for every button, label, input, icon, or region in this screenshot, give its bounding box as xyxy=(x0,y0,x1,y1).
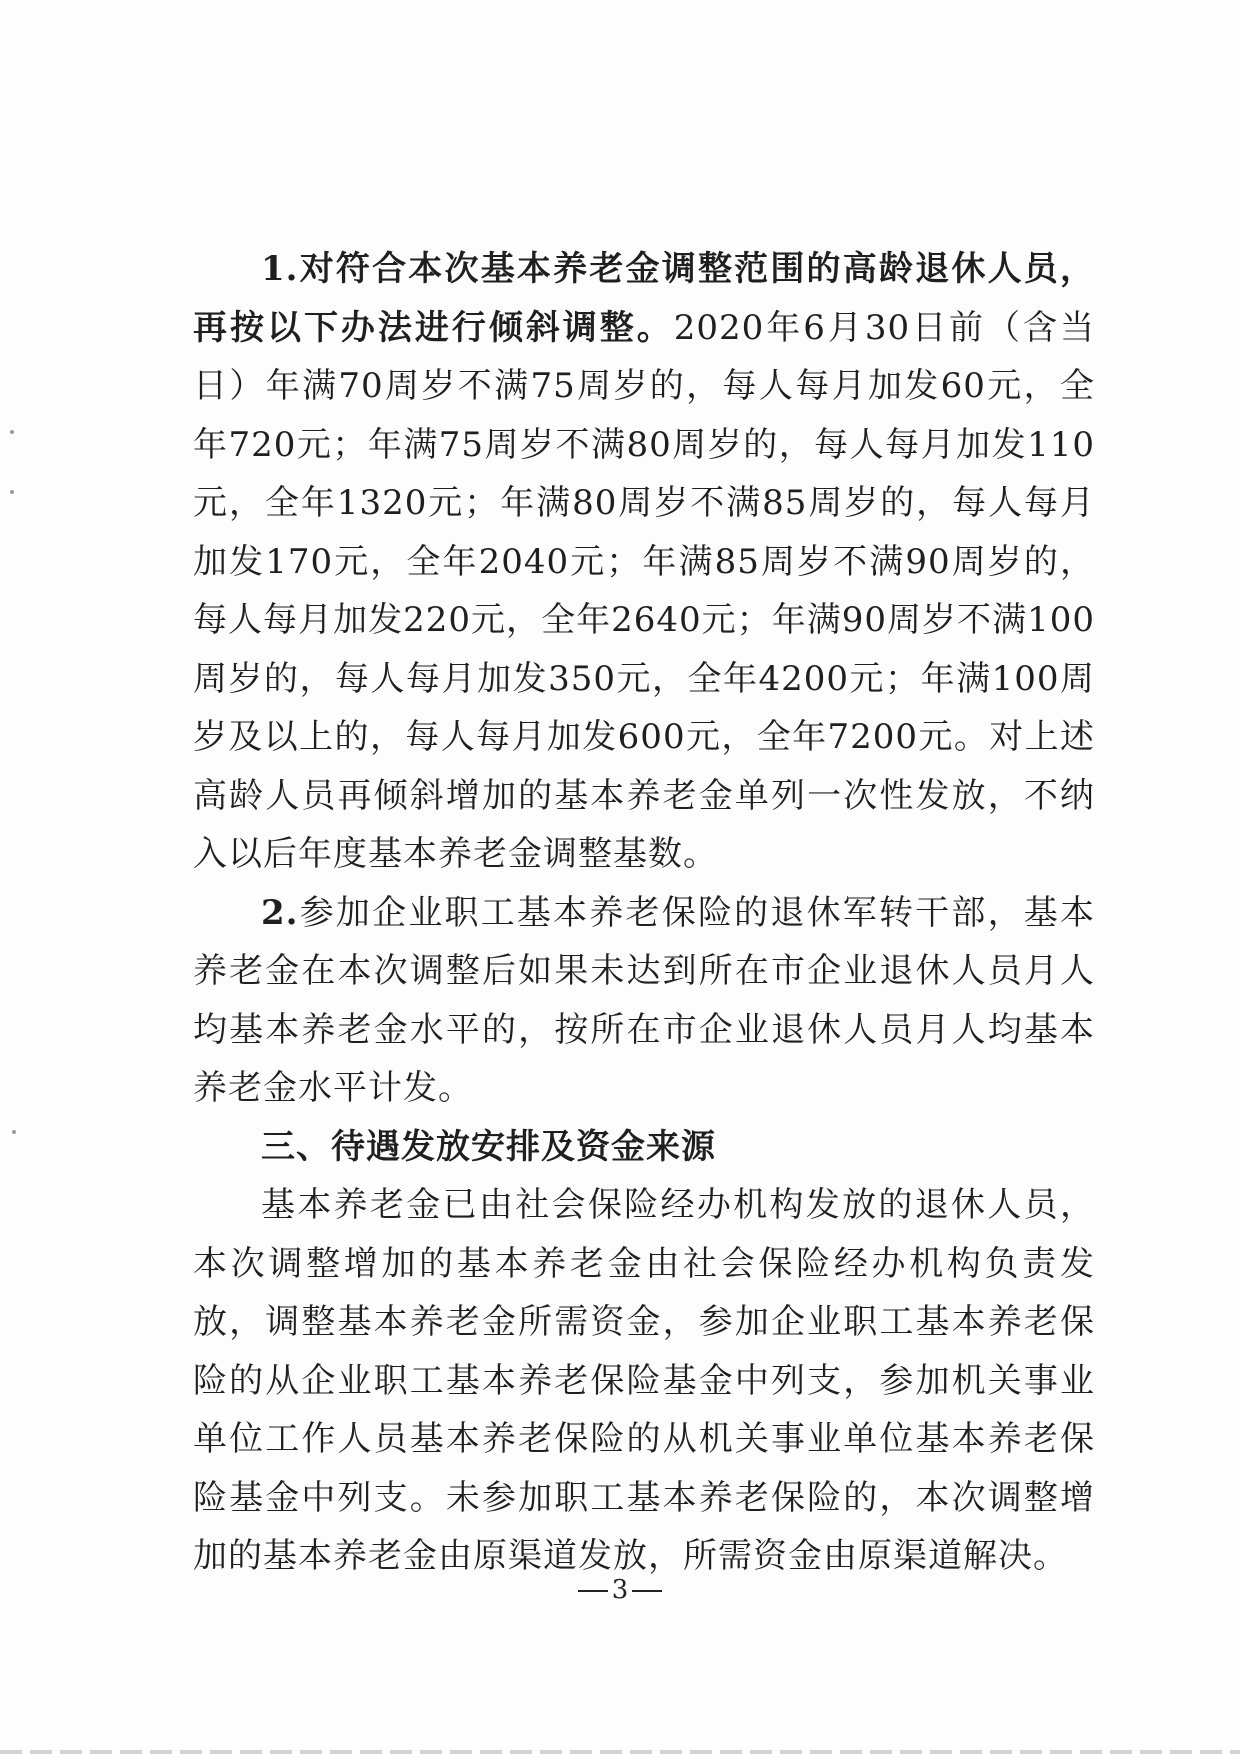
document-body xyxy=(193,240,1095,1586)
scan-dot xyxy=(10,430,14,434)
scan-bottom-edge xyxy=(0,1750,1240,1754)
paragraph-3: 基本养老金已由社会保险经办机构发放的退休人员，本次调整增加的基本养老金由社会保险经办机构负责发放，调整基本养老金所需资金，参加企业职工基本养老保险的从企业职工基本养老保险基金中列支，参加机关事业单位工作人员基本养老保险的从机关事业单位基本养老保险基金中列支。未参加职工基本养老保险的，本次调整增加的基本养老金由原渠道发放，所需资金由原渠道解决。 xyxy=(193,1185,1095,1576)
page-number xyxy=(0,1575,1240,1605)
paragraph-2 xyxy=(193,884,1095,1118)
dash-left xyxy=(578,1590,608,1592)
paragraph-1-text: 2020年6月30日前（含当日）年满70周岁不满75周岁的，每人每月加发60元，全年720元；年满75周岁不满80周岁的，每人每月加发110元，全年1320元；年满80周岁不满85周岁的，每人每月加发170元，全年2040元；年满85周岁不满90周岁的，每人每月加发220元，全年2640元；年满90周岁不满100周岁的，每人每月加发350元，全年4200元；年满100周岁及以上的，每人每月加发600元，全年7200元。对上述高龄人员再倾斜增加的基本养老金单列一次性发放，不纳入以后年度基本养老金调整基数。 xyxy=(193,307,1095,874)
paragraph-2-text: 参加企业职工基本养老保险的退休军转干部，基本养老金在本次调整后如果未达到所在市企业退休人员月人均基本养老金水平的，按所在市企业退休人员月人均基本养老金水平计发。 xyxy=(193,892,1095,1108)
dash-right xyxy=(632,1590,662,1592)
scan-dot xyxy=(12,1130,16,1134)
page-number-value: 3 xyxy=(611,1575,629,1605)
paragraph-2-number: 2. xyxy=(261,892,299,933)
scan-dot xyxy=(10,490,14,494)
paragraph-1-lead: 1.对符合本次基本养老金调整范围的高龄退休人员，再按以下办法进行倾斜调整。 xyxy=(193,249,1095,348)
section-heading-3: 三、待遇发放安排及资金来源 xyxy=(261,1126,716,1167)
paragraph-1 xyxy=(193,240,1095,884)
